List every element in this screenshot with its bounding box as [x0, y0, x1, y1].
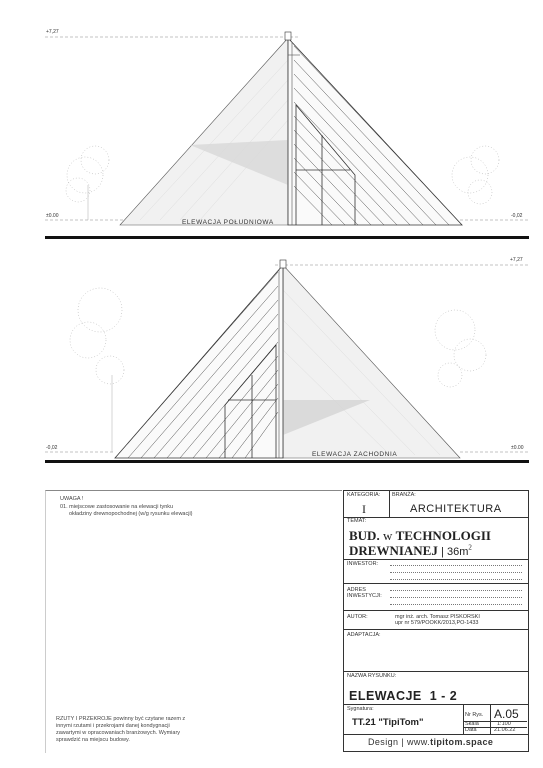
elev2-level-top: +7,27 — [510, 257, 523, 263]
row-divider-2 — [343, 559, 528, 560]
autor-line-1: mgr inż. arch. Tomasz PISKORSKI — [395, 614, 480, 620]
adres-line-1 — [390, 590, 522, 591]
temat-bold-2: TECHNOLOGII — [395, 528, 491, 543]
row-divider-6 — [343, 671, 528, 672]
nr-divider — [490, 704, 491, 734]
nr-rys-value: A.05 — [494, 707, 519, 721]
temat-label: TEMAT: — [347, 518, 367, 524]
row-divider-8 — [343, 734, 528, 735]
temat-bold-3: DREWNIANEJ — [349, 543, 438, 558]
inwestor-line-1 — [390, 565, 522, 566]
data-value: 21.06.22 — [494, 727, 516, 733]
branza-label: BRANŻA: — [392, 492, 416, 498]
tree-left-2 — [70, 288, 124, 452]
temat-line-1 — [349, 528, 491, 544]
note-1-line-2: okładziny drewnopochodnej (w/g rysunku elewacji) — [69, 511, 193, 517]
elev2-level-right: ±0.00 — [511, 445, 524, 451]
adaptacja-label: ADAPTACJA: — [347, 632, 381, 638]
kategoria-divider — [389, 490, 390, 517]
row-divider-3 — [343, 583, 528, 584]
inwestor-label: INWESTOR: — [347, 561, 379, 567]
inwestor-line-2 — [390, 572, 522, 573]
footer-note-line-4: sprawdzić na miejscu budowy. — [56, 737, 130, 743]
elev1-title: ELEWACJA POŁUDNIOWA — [182, 219, 274, 226]
design-prefix: Design | www. — [368, 737, 431, 747]
kategoria-value: I — [362, 502, 366, 516]
footer-note-line-1: RZUTY I PRZEKROJE powinny być czytane razem z — [56, 716, 186, 722]
temat-area-sup: 2 — [468, 543, 472, 552]
design-footer — [368, 737, 493, 747]
elev1-ground-line — [45, 236, 529, 239]
elev1-level-top: +7,27 — [46, 29, 59, 35]
autor-label: AUTOR: — [347, 614, 368, 620]
note-1-line-1: 01. miejscowe zastosowanie na elewacji tynku — [60, 504, 174, 510]
skala-value: 1:100 — [497, 721, 511, 727]
inwestor-line-3 — [390, 579, 522, 580]
tree-right-2 — [435, 310, 486, 387]
notes-area-frame — [45, 490, 342, 753]
row-divider-1 — [343, 517, 528, 518]
row-divider-5 — [343, 629, 528, 630]
adres-line-2 — [390, 597, 522, 598]
sygnatura-divider — [463, 704, 464, 734]
branza-value: ARCHITEKTURA — [410, 503, 502, 515]
footer-note-line-3: zawartymi w opracowaniach branżowych. Wymiary — [56, 730, 181, 736]
elevation-west-drawing — [0, 250, 543, 470]
elev2-title: ELEWACJA ZACHODNIA — [312, 451, 398, 458]
adres-label-1: ADRES — [347, 587, 366, 593]
data-label: Data — [465, 727, 477, 733]
temat-line-2 — [349, 543, 472, 559]
footer-note-line-2: innymi rzutami i przekrojami danej kondygnacji — [56, 723, 170, 729]
elev1-level-right: -0,02 — [511, 213, 523, 219]
notes-heading: UWAGA ! — [60, 496, 84, 502]
kategoria-label: KATEGORIA: — [347, 492, 381, 498]
nr-rys-label: Nr Rys. — [465, 712, 484, 718]
tree-right-1 — [452, 146, 499, 204]
elev2-level-left: -0,02 — [46, 445, 58, 451]
elev2-ground-line — [45, 460, 529, 463]
nazwa-value: ELEWACJE 1 - 2 — [349, 689, 458, 703]
elev1-level-left: ±0.00 — [46, 213, 59, 219]
sygnatura-label: Sygnatura: — [347, 706, 374, 712]
sygnatura-value: TT.21 "TipiTom" — [352, 717, 424, 728]
design-site: tipitom.space — [430, 737, 494, 747]
adres-line-3 — [390, 604, 522, 605]
temat-area: | 36m — [441, 546, 469, 558]
temat-w: w — [382, 528, 393, 543]
row-divider-4 — [343, 610, 528, 611]
adres-label-2: INWESTYCJI: — [347, 593, 382, 599]
elevation-south-drawing — [0, 0, 543, 250]
autor-line-2: upr nr 579/POOKK/2013,PO-1433 — [395, 620, 479, 626]
nazwa-label: NAZWA RYSUNKU: — [347, 673, 397, 679]
temat-bold-1: BUD. — [349, 528, 380, 543]
row-divider-7 — [343, 704, 528, 705]
skala-label: Skala — [465, 721, 479, 727]
tree-left-1 — [66, 146, 109, 220]
